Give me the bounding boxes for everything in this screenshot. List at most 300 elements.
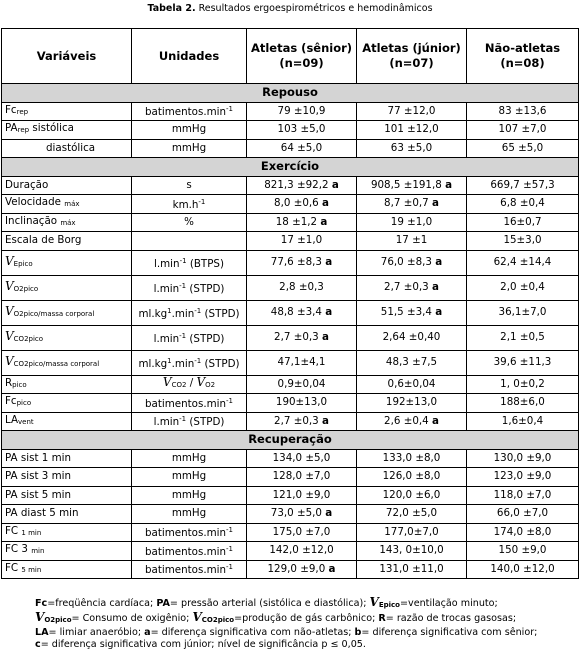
variable-subscript: pico [16,399,32,408]
variable-cell [2,300,132,325]
value-text: 123,0 ±9,0 [493,470,552,483]
caption-label: Tabela 2. [147,3,196,14]
unit-superscript: -1 [194,356,202,365]
unit-text: l.min [153,282,180,295]
variable-subscript: vent [18,417,34,426]
table-row [2,300,579,325]
note-text: =ventilação minuto; [399,598,498,609]
value-text: 2,7 ±0,3 [384,281,432,293]
unit-superscript: -1 [194,306,202,315]
value-cell-1 [247,394,357,413]
note-text: = diferença significativa com não-atletas; [150,626,355,638]
vdot-symbol: V [5,303,14,318]
value-text: 134,0 ±5,0 [272,451,331,464]
unit-text: batimentos.min [144,106,227,119]
value-text: 62,4 ±14,4 [493,256,552,268]
variable-cell [2,250,132,275]
value-cell-2 [357,486,467,505]
value-text: 66,0 ±7,0 [496,507,549,520]
variable-cell [2,195,132,214]
note-text: = limiar anaeróbio; [48,626,145,638]
value-text: 1, 0±0,2 [500,377,545,390]
variable-cell [2,121,132,140]
section-title-recuperacao: Recuperação [2,431,579,450]
value-cell-2 [357,523,467,542]
variable-cell [2,505,132,524]
unit-text: l.min [154,257,180,270]
table-row [2,375,579,394]
note-text: = diferença significativa com sênior; [361,626,538,638]
section-row-recuperacao [2,431,579,450]
header-variaveis: Variáveis [2,29,132,84]
value-cell-3 [467,412,579,431]
value-cell-3 [467,505,579,524]
note-term: c [35,638,41,650]
value-cell-1 [247,121,357,140]
value-cell-2 [357,195,467,214]
variable-name: Escala de Borg [5,234,82,247]
unit-text: (STPD) [186,416,225,429]
value-cell-2 [357,560,467,579]
note-term: V [369,595,379,609]
value-cell-2 [357,350,467,375]
value-cell-1 [247,102,357,121]
variable-subscript: rep [17,126,30,135]
value-cell-1 [247,176,357,195]
header-atletas-junior: Atletas (júnior) (n=07) [357,29,467,84]
unit-text: l.min [153,416,180,429]
note-term: a [144,626,151,638]
value-text: 36,1±7,0 [498,306,547,318]
variable-name: PA sist 1 min [5,451,72,464]
value-text: 65 ±5,0 [501,141,544,154]
note-term: b [354,626,362,638]
value-cell-3 [467,350,579,375]
value-cell-1 [247,505,357,524]
value-text: 131,0 ±11,0 [379,562,444,575]
significance-marker: a [445,178,453,191]
unit-cell [132,275,247,300]
value-cell-3 [467,542,579,561]
value-cell-3 [467,139,579,158]
value-text: 2,7 ±0,3 [274,331,322,343]
value-cell-1 [247,560,357,579]
unit-cell [132,394,247,413]
value-cell-2 [357,468,467,487]
note-term: Fc [35,598,48,609]
table-row [2,394,579,413]
value-text: 76,0 ±8,3 [380,256,436,268]
value-text: 8,7 ±0,7 [384,197,432,210]
significance-marker: a [431,414,439,427]
table-row [2,213,579,232]
unit-cell [132,560,247,579]
unit-text: l.min [153,332,180,345]
value-cell-2 [357,275,467,300]
variable-cell [2,275,132,300]
table-row [2,449,579,468]
value-text: 79 ±10,9 [277,104,326,117]
variable-cell [2,523,132,542]
value-cell-1 [247,250,357,275]
unit-cell [132,232,247,251]
variable-name: Fc [5,103,17,116]
value-text: 130,0 ±9,0 [493,451,552,464]
unit-text: s [186,178,192,191]
value-text: 1,6±0,4 [501,414,544,427]
notes-line-2 [35,611,565,626]
unit-superscript: -1 [179,415,187,424]
section-title-exercicio: Exercício [2,158,579,177]
value-cell-2 [357,325,467,350]
value-text: 908,5 ±191,8 [370,178,446,191]
value-cell-3 [467,468,579,487]
value-text: 0,9±0,04 [277,377,326,390]
value-cell-2 [357,542,467,561]
significance-marker: a [431,281,439,293]
unit-cell [132,449,247,468]
note-text: = diferença significativa com júnior; nível de significância p ≤ 0,05. [40,638,366,650]
value-text: 101 ±12,0 [384,123,439,136]
variable-suffix: sistólica [29,122,74,135]
table-row [2,121,579,140]
value-text: 669,7 ±57,3 [490,178,555,191]
value-cell-2 [357,213,467,232]
value-text: 175,0 ±7,0 [272,525,331,538]
note-text: =freqüência cardíaca; [47,598,157,609]
table-row [2,275,579,300]
value-text: 190±13,0 [275,396,328,409]
table-row [2,250,579,275]
value-text: 142,0 ±12,0 [269,544,334,557]
value-text: 174,0 ±8,0 [493,525,552,538]
value-cell-2 [357,176,467,195]
unit-text: mmHg [171,507,207,520]
unit-cell [132,350,247,375]
value-text: 129,0 ±9,0 [267,562,329,575]
vdot-symbol: V [5,353,14,368]
unit-text: batimentos.min [144,564,227,577]
value-cell-1 [247,350,357,375]
value-text: 8,0 ±0,6 [274,197,322,210]
value-cell-3 [467,250,579,275]
value-cell-3 [467,560,579,579]
unit-text: % [184,215,194,228]
unit-text: batimentos.min [144,527,227,540]
value-text: 2,7 ±0,3 [274,414,322,427]
value-text: 73,0 ±5,0 [270,507,326,520]
unit-cell [132,195,247,214]
value-cell-3 [467,275,579,300]
variable-cell [2,542,132,561]
significance-marker: a [435,306,443,318]
unit-cell [132,412,247,431]
value-cell-2 [357,449,467,468]
unit-text: (STPD) [201,307,240,320]
value-text: 120,0 ±6,0 [382,488,441,501]
variable-name: FC 3 [5,543,32,556]
variable-cell [2,350,132,375]
unit-subscript: CO2 [171,381,187,390]
vdot-symbol: V [5,253,14,268]
significance-marker: a [435,256,443,268]
variable-name: LA [5,413,19,426]
table-notes [35,596,565,651]
note-sub: Epico [378,601,400,609]
value-text: 47,1±4,1 [277,356,326,368]
table-row [2,232,579,251]
note-term: R [378,613,386,625]
value-cell-2 [357,505,467,524]
significance-marker: a [328,562,336,575]
unit-text: ml.kg [138,357,168,370]
unit-superscript: -1 [179,281,187,290]
section-row-repouso [2,84,579,103]
value-text: 143, 0±10,0 [379,544,444,557]
value-text: 192±13,0 [385,396,438,409]
value-text: 188±6,0 [500,396,545,409]
unit-superscript: -1 [179,256,187,265]
table-row [2,102,579,121]
value-text: 63 ±5,0 [390,141,433,154]
variable-cell [2,325,132,350]
vdot-symbol: V [5,328,14,343]
variable-cell [2,560,132,579]
unit-text: mmHg [171,451,207,464]
value-cell-2 [357,375,467,394]
note-text: = razão de trocas gasosas; [385,613,517,625]
value-text: 15±3,0 [503,234,542,247]
variable-subscript: pico [12,380,27,389]
variable-name: diastólica [46,141,96,154]
note-term: V [192,610,202,625]
value-cell-3 [467,176,579,195]
significance-marker: a [321,414,329,427]
value-text: 128,0 ±7,0 [272,470,331,483]
value-text: 0,6±0,04 [387,377,436,390]
notes-line-1 [35,596,565,611]
value-cell-3 [467,102,579,121]
value-cell-2 [357,139,467,158]
unit-text: .min [171,307,195,320]
variable-name: PA [5,122,18,135]
value-text: 821,3 ±92,2 [264,178,332,191]
value-cell-3 [467,121,579,140]
variable-name: PA diast 5 min [5,507,79,520]
note-sub: O2pico [44,616,72,625]
value-cell-1 [247,468,357,487]
unit-cell [132,139,247,158]
variable-cell [2,394,132,413]
significance-marker: a [325,256,333,268]
value-cell-1 [247,275,357,300]
table-row [2,542,579,561]
notes-line-3 [35,627,565,639]
significance-marker: a [431,197,439,210]
variable-cell [2,449,132,468]
unit-superscript: -1 [226,526,233,535]
value-text: 18 ±1,2 [275,215,321,228]
variable-name: PA sist 5 min [5,488,72,501]
section-title-repouso: Repouso [2,84,579,103]
unit-cell [132,486,247,505]
variable-name: Inclinação [5,214,61,227]
unit-cell [132,213,247,232]
variable-subscript: rep [16,107,29,116]
variable-subscript: O2pico [13,284,39,293]
unit-superscript: -1 [198,197,206,206]
header-atletas-senior: Atletas (sênior) (n=09) [247,29,357,84]
value-cell-3 [467,449,579,468]
value-cell-3 [467,213,579,232]
unit-cell [132,300,247,325]
value-cell-1 [247,300,357,325]
variable-name: FC [5,561,22,574]
value-text: 103 ±5,0 [277,123,326,136]
value-cell-2 [357,121,467,140]
value-text: 140,0 ±12,0 [490,562,555,575]
value-cell-2 [357,394,467,413]
table-row [2,325,579,350]
value-cell-1 [247,412,357,431]
table-row [2,350,579,375]
unit-text: mmHg [171,488,207,501]
notes-line-4 [35,639,565,651]
value-text: 107 ±7,0 [498,123,547,136]
variable-subscript: 5 min [21,565,42,574]
note-text: = Consumo de oxigênio; [71,613,193,625]
header-unidades: Unidades [132,29,247,84]
value-cell-1 [247,486,357,505]
unit-superscript: -1 [226,563,233,572]
variable-subscript: O2pico/massa corporal [13,309,95,318]
significance-marker: a [331,178,339,191]
unit-text: mmHg [171,123,207,136]
value-cell-1 [247,375,357,394]
unit-text: (BTPS) [186,257,224,270]
value-cell-3 [467,394,579,413]
unit-text: mmHg [171,141,207,154]
note-term: V [35,610,45,625]
unit-cell [132,250,247,275]
vdot-symbol: V [162,375,172,390]
unit-text: ml.kg [138,307,168,320]
value-text: 51,5 ±3,4 [380,306,436,318]
unit-superscript: 1 [167,306,172,315]
note-term: LA [35,626,49,638]
significance-marker: a [321,331,329,343]
unit-superscript: 1 [167,356,172,365]
value-text: 48,3 ±7,5 [385,356,438,368]
value-text: 39,6 ±11,3 [493,356,552,368]
significance-marker: a [325,507,333,520]
value-cell-1 [247,213,357,232]
unit-text: .min [171,357,195,370]
value-text: 2,64 ±0,40 [382,331,441,343]
value-text: 2,8 ±0,3 [279,281,324,293]
value-cell-1 [247,523,357,542]
variable-name: R [5,376,13,389]
variable-cell [2,213,132,232]
table-row [2,560,579,579]
value-cell-3 [467,325,579,350]
table-caption [0,3,580,14]
unit-superscript: -1 [179,331,187,340]
unit-text: (STPD) [186,282,225,295]
value-cell-2 [357,232,467,251]
table-row [2,176,579,195]
header-row [2,29,579,84]
unit-cell [132,523,247,542]
value-text: 2,0 ±0,4 [500,281,545,293]
significance-marker: a [325,306,333,318]
variable-cell [2,102,132,121]
value-cell-1 [247,449,357,468]
value-cell-2 [357,250,467,275]
unit-cell [132,102,247,121]
table-body [2,84,579,579]
note-term: PA [156,598,170,609]
unit-cell [132,325,247,350]
value-cell-1 [247,325,357,350]
variable-subscript: CO2pico [13,334,44,343]
value-cell-2 [357,102,467,121]
table-row [2,139,579,158]
unit-cell [132,468,247,487]
variable-subscript: Epico [13,259,33,268]
variable-cell [2,232,132,251]
unit-text: (STPD) [201,357,240,370]
header-nao-atletas: Não-atletas (n=08) [467,29,579,84]
value-text: 64 ±5,0 [280,141,323,154]
value-text: 48,8 ±3,4 [270,306,326,318]
variable-name: PA sist 3 min [5,470,72,483]
value-cell-3 [467,375,579,394]
significance-marker: a [321,197,329,210]
variable-cell [2,139,132,158]
section-row-exercicio [2,158,579,177]
significance-marker: a [320,215,328,228]
unit-cell [132,375,247,394]
value-text: 2,6 ±0,4 [384,414,432,427]
caption-text: Resultados ergoespirométricos e hemodinâmicos [195,3,433,14]
variable-name: FC [5,524,22,537]
value-cell-3 [467,486,579,505]
vdot-symbol: V [196,375,206,390]
value-text: 2,1 ±0,5 [500,331,545,343]
unit-text: batimentos.min [144,397,227,410]
value-cell-3 [467,195,579,214]
unit-separator: / [186,377,197,390]
unit-cell [132,505,247,524]
results-table [1,28,579,579]
value-cell-3 [467,523,579,542]
value-cell-3 [467,300,579,325]
unit-text: mmHg [171,470,207,483]
variable-cell [2,468,132,487]
value-cell-3 [467,232,579,251]
variable-name: Fc [5,395,17,408]
variable-name: Duração [5,178,49,191]
value-cell-1 [247,139,357,158]
variable-cell [2,412,132,431]
value-text: 77 ±12,0 [387,104,436,117]
table-row [2,468,579,487]
variable-subscript: máx [64,200,80,209]
value-text: 118,0 ±7,0 [493,488,552,501]
variable-cell [2,176,132,195]
value-cell-1 [247,195,357,214]
